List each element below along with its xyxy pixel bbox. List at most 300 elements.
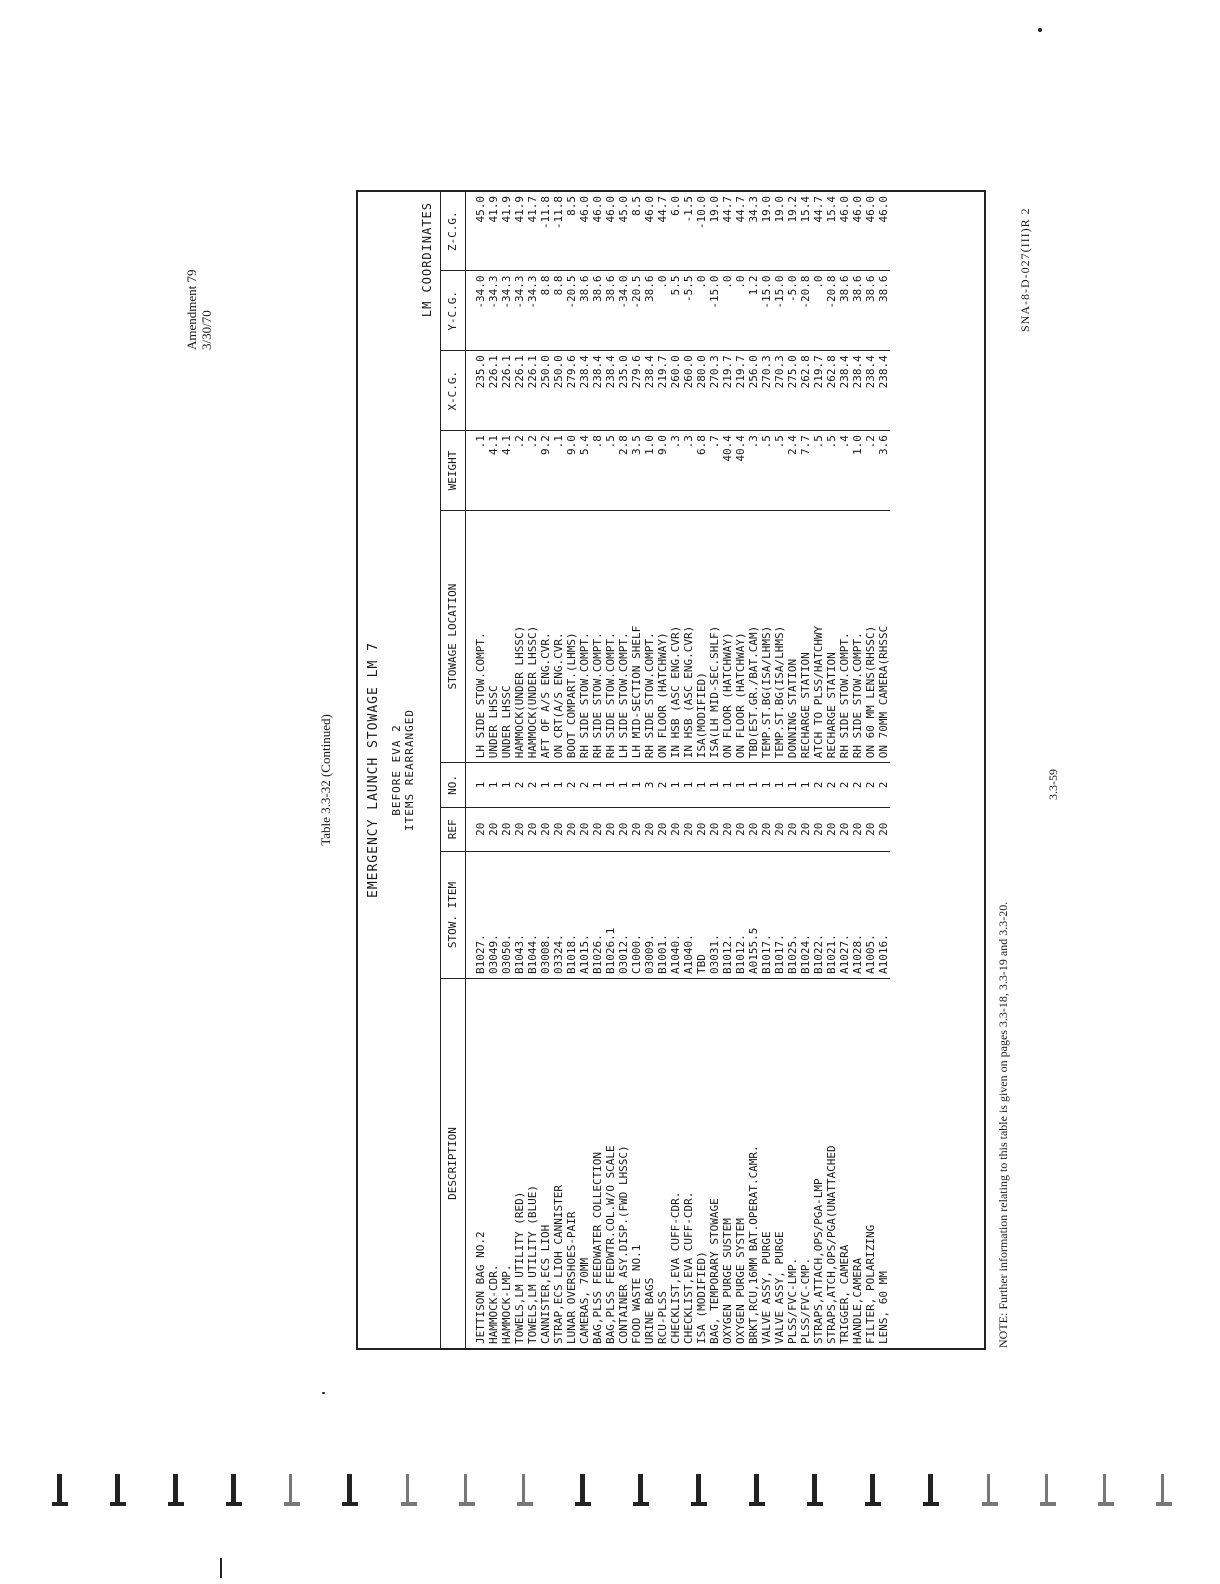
table-cell: B1027.	[466, 851, 488, 978]
table-cell: LH SIDE STOW.COMPT.	[466, 510, 488, 762]
column-header: X-C.G.	[440, 351, 466, 431]
table-cell: 1	[604, 763, 617, 807]
table-cell: 4.1	[487, 431, 500, 511]
table-cell: FILTER, POLARIZING	[864, 978, 877, 1348]
table-cell: 20	[669, 807, 682, 851]
table-cell: 20	[539, 807, 552, 851]
table-cell: 2	[578, 763, 591, 807]
table-cell: 1	[773, 763, 786, 807]
table-cell: .8	[591, 431, 604, 511]
table-row	[487, 192, 500, 1348]
table-cell: 15.4	[825, 196, 838, 223]
amendment-line: Amendment 79	[184, 269, 199, 350]
table-row	[539, 192, 552, 1348]
table-cell: 1	[760, 763, 773, 807]
table-cell: OXYGEN PURGE SYSTEM	[734, 978, 747, 1348]
table-cell: -34.0	[466, 271, 488, 351]
table-cell: 38.6	[578, 271, 591, 351]
table-cell: 238.4	[643, 351, 656, 431]
table-cell: 20	[695, 807, 708, 851]
table-cell: ISA(MODIFIED)	[695, 510, 708, 762]
table-cell: 41.9	[513, 196, 526, 223]
table-cell: 1	[466, 763, 488, 807]
table-cell: 1	[617, 763, 630, 807]
edge-mark	[52, 1472, 68, 1506]
table-cell: AFT OF A/S ENG.CVR.	[539, 510, 552, 762]
table-cell: B1025.	[786, 851, 799, 978]
table-cell: 2	[864, 763, 877, 807]
table-cell: .3	[682, 431, 695, 511]
table-cell: -34.3	[526, 271, 539, 351]
edge-mark	[923, 1472, 939, 1506]
table-cell: 1	[721, 763, 734, 807]
table-cell: -34.0	[617, 271, 630, 351]
table-cell: 262.8	[799, 351, 812, 431]
table-cell: .1	[552, 431, 565, 511]
table-cell: 6.0	[669, 196, 682, 216]
table-cell: 46.0	[838, 196, 851, 223]
table-cell: 03031.	[708, 851, 721, 978]
table-cell: CHECKLIST,EVA CUFF-CDR.	[682, 978, 695, 1348]
table-cell: 20	[825, 807, 838, 851]
table-cell: 279.6	[630, 351, 643, 431]
table-cell: 9.0	[656, 431, 669, 511]
table-cell: 46.0	[604, 196, 617, 223]
table-cell: 45.0	[474, 196, 487, 223]
edge-mark	[401, 1472, 417, 1506]
table-cell: CONTAINER ASY.DISP.(FWD LHSSC)	[617, 978, 630, 1348]
table-cell: 34.3	[747, 196, 760, 223]
table-cell: 226.1	[526, 351, 539, 431]
table-row	[578, 192, 591, 1348]
table-cell: -20.8	[799, 271, 812, 351]
table-cell: -20.8	[825, 271, 838, 351]
table-cell: 8.8	[539, 271, 552, 351]
table-row	[838, 192, 851, 1348]
table-cell: .5	[760, 431, 773, 511]
table-cell: A1016.	[877, 851, 890, 978]
edge-mark	[807, 1472, 823, 1506]
table-cell: RH SIDE STOW.COMPT.	[604, 510, 617, 762]
table-row	[466, 192, 488, 1348]
table-cell: B1017.	[760, 851, 773, 978]
table-cell: TBD	[695, 851, 708, 978]
table-cell: .1	[466, 431, 488, 511]
table-cell: 20	[617, 807, 630, 851]
page-number: 3.3-59	[1046, 769, 1060, 800]
table-row	[851, 192, 864, 1348]
table-cell: 1	[552, 763, 565, 807]
table-cell: 3	[643, 763, 656, 807]
table-cell: A1040.	[682, 851, 695, 978]
table-cell: 4.1	[500, 431, 513, 511]
edge-mark	[633, 1472, 649, 1506]
table-cell: 1	[500, 763, 513, 807]
table-cell: 8.8	[552, 271, 565, 351]
table-row	[643, 192, 656, 1348]
table-cell: 1.2	[747, 271, 760, 351]
column-header: STOWAGE LOCATION	[440, 510, 466, 762]
edge-mark	[575, 1472, 591, 1506]
table-cell: DONNING STATION	[786, 510, 799, 762]
table-cell: 2	[526, 763, 539, 807]
table-cell: STRAPS,ATTACH,OPS/PGA-LMP	[812, 978, 825, 1348]
table-cell: UNDER LHSSC	[500, 510, 513, 762]
table-cell: HANDLE,CAMERA	[851, 978, 864, 1348]
edge-mark	[284, 1472, 300, 1506]
table-cell: 238.4	[864, 351, 877, 431]
table-cell: 1	[682, 763, 695, 807]
table-cell: URINE BAGS	[643, 978, 656, 1348]
table-cell: ON CRT(A/S ENG.CVR.	[552, 510, 565, 762]
table-cell: CAMERAS, 70MM	[578, 978, 591, 1348]
table-cell: .0	[656, 271, 669, 351]
stowage-table-frame	[356, 190, 986, 1350]
table-cell: LENS, 60 MM	[877, 978, 890, 1348]
table-cell: -15.0	[773, 271, 786, 351]
lm-coordinates-label: LM COORDINATES	[420, 202, 434, 318]
table-cell: RH SIDE STOW.COMPT.	[591, 510, 604, 762]
table-cell: 1	[487, 763, 500, 807]
table-cell: 2	[656, 763, 669, 807]
table-header-block	[358, 192, 441, 1348]
amendment-block	[184, 269, 214, 350]
table-cell: 38.6	[643, 271, 656, 351]
table-cell: .0	[721, 271, 734, 351]
table-cell: 41.9	[487, 196, 500, 223]
table-cell: ISA (MODIFIED)	[695, 978, 708, 1348]
table-row	[565, 192, 578, 1348]
document-number: SNA-8-D-027(III)R 2	[1018, 207, 1032, 332]
table-row	[812, 192, 825, 1348]
table-cell: 1	[539, 763, 552, 807]
table-cell: 2	[565, 763, 578, 807]
table-cell: .2	[526, 431, 539, 511]
table-cell: 19.0	[773, 196, 786, 223]
table-cell: A1015.	[578, 851, 591, 978]
table-cell: 2	[513, 763, 526, 807]
table-cell: 20	[656, 807, 669, 851]
table-cell: B1021.	[825, 851, 838, 978]
table-cell: LH SIDE STOW.COMPT.	[617, 510, 630, 762]
table-cell: 8.5	[630, 196, 643, 216]
table-row	[656, 192, 669, 1348]
table-cell: .5	[825, 431, 838, 511]
table-cell: RH SIDE STOW.COMPT.	[578, 510, 591, 762]
column-header: STOW. ITEM	[440, 851, 466, 978]
table-cell: 20	[773, 807, 786, 851]
table-cell: 1	[669, 763, 682, 807]
table-cell: -5.5	[682, 271, 695, 351]
table-cell: 19.0	[708, 196, 721, 223]
table-cell: .2	[864, 431, 877, 511]
table-cell: -11.8	[552, 196, 565, 230]
table-cell: ON FLOOR (HATCHWAY)	[734, 510, 747, 762]
table-cell: 219.7	[812, 351, 825, 431]
table-cell: RECHARGE STATION	[825, 510, 838, 762]
table-cell: RCU-PLSS	[656, 978, 669, 1348]
table-cell: .5	[773, 431, 786, 511]
table-cell: 20	[643, 807, 656, 851]
table-cell: 256.0	[747, 351, 760, 431]
table-row	[617, 192, 630, 1348]
table-row	[760, 192, 773, 1348]
table-cell: 1.0	[851, 431, 864, 511]
table-row	[773, 192, 786, 1348]
table-cell: 1	[734, 763, 747, 807]
table-cell: 9.0	[565, 431, 578, 511]
table-cell: IN HSB (ASC ENG.CVR)	[682, 510, 695, 762]
table-cell: -15.0	[760, 271, 773, 351]
table-row	[799, 192, 812, 1348]
table-cell: 20	[812, 807, 825, 851]
edge-mark	[168, 1472, 184, 1506]
table-cell: 238.4	[591, 351, 604, 431]
table-cell: A1005.	[864, 851, 877, 978]
table-cell: C1000.	[630, 851, 643, 978]
column-header: NO.	[440, 763, 466, 807]
table-cell: 3.6	[877, 431, 890, 511]
table-cell: CANNISTER,ECS LIOH	[539, 978, 552, 1348]
edge-mark	[1098, 1472, 1114, 1506]
table-cell: 44.7	[734, 196, 747, 223]
table-cell: TRIGGER, CAMERA	[838, 978, 851, 1348]
column-header-row	[440, 192, 466, 1348]
subheading-line-1: BEFORE EVA 2	[390, 724, 403, 816]
edge-mark	[1156, 1472, 1172, 1506]
table-cell: CHECKLIST,EVA CUFF-CDR.	[669, 978, 682, 1348]
film-edge-marks	[52, 1472, 1172, 1522]
table-cell: 38.6	[877, 271, 890, 351]
table-heading: EMERGENCY LAUNCH STOWAGE LM 7	[366, 642, 381, 898]
table-cell: RH SIDE STOW.COMPT.	[838, 510, 851, 762]
table-cell: 38.6	[851, 271, 864, 351]
table-cell: VALVE ASSY, PURGE	[773, 978, 786, 1348]
table-cell: 20	[565, 807, 578, 851]
table-cell: 20	[838, 807, 851, 851]
table-cell: 03008.	[539, 851, 552, 978]
table-cell: TOWELS,LM UTILITY (BLUE)	[526, 978, 539, 1348]
table-row	[552, 192, 565, 1348]
table-cell: ON FLOOR (HATCHWAY)	[721, 510, 734, 762]
table-cell: 20	[682, 807, 695, 851]
column-header: REF	[440, 807, 466, 851]
table-cell: 270.3	[708, 351, 721, 431]
table-cell: .0	[812, 271, 825, 351]
edge-mark	[517, 1472, 533, 1506]
table-cell: 20	[604, 807, 617, 851]
table-cell: PLSS/FVC-CMP.	[799, 978, 812, 1348]
table-row	[864, 192, 877, 1348]
table-cell: 9.2	[539, 431, 552, 511]
table-cell: TEMP.ST.BG(ISA/LHMS)	[760, 510, 773, 762]
table-cell: 2	[851, 763, 864, 807]
table-cell: 20	[513, 807, 526, 851]
table-cell: 46.0	[591, 196, 604, 223]
table-cell: 270.3	[773, 351, 786, 431]
table-cell: -20.5	[565, 271, 578, 351]
column-header: Z-C.G.	[440, 192, 466, 271]
table-cell: 1	[695, 763, 708, 807]
table-cell: 260.0	[682, 351, 695, 431]
table-cell: 226.1	[500, 351, 513, 431]
table-cell: 2	[825, 763, 838, 807]
table-cell: 20	[591, 807, 604, 851]
table-cell: BAG,PLSS FEEDWATER COLLECTION	[591, 978, 604, 1348]
table-cell: 46.0	[877, 196, 890, 223]
table-cell: 20	[466, 807, 488, 851]
table-cell: 40.4	[721, 431, 734, 511]
table-cell: 3.5	[630, 431, 643, 511]
table-cell: 15.4	[799, 196, 812, 223]
table-cell: 5.5	[669, 271, 682, 351]
table-cell: 238.4	[604, 351, 617, 431]
table-cell: TOWELS,LM UTILITY (RED)	[513, 978, 526, 1348]
table-cell: B1022.	[812, 851, 825, 978]
table-cell: 219.7	[734, 351, 747, 431]
table-cell: BAG,PLSS FEEDWTR.COL.W/O SCALE	[604, 978, 617, 1348]
table-cell: 1	[708, 763, 721, 807]
table-row	[708, 192, 721, 1348]
table-title: Table 3.3-32 (Continued)	[318, 714, 333, 846]
table-cell: 44.7	[721, 196, 734, 223]
table-cell: 38.6	[838, 271, 851, 351]
table-cell: 20	[721, 807, 734, 851]
table-cell: 280.0	[695, 351, 708, 431]
edge-mark	[691, 1472, 707, 1506]
table-cell: 226.1	[487, 351, 500, 431]
table-cell: RH SIDE STOW.COMPT.	[643, 510, 656, 762]
table-row	[825, 192, 838, 1348]
table-cell: B1043.	[513, 851, 526, 978]
table-cell: OXYGEN PURGE SUSTEM	[721, 978, 734, 1348]
table-row	[786, 192, 799, 1348]
table-cell: 6.8	[695, 431, 708, 511]
table-cell: 270.3	[760, 351, 773, 431]
table-cell: JETTISON BAG NO.2	[466, 978, 488, 1348]
edge-mark	[226, 1472, 242, 1506]
table-note: NOTE: Further information relating to this table is given on pages 3.3-18, 3.3-19 and 3.3-20.	[996, 901, 1010, 1348]
table-cell: HAMMOCK-CDR.	[487, 978, 500, 1348]
table-cell: A0155.5	[747, 851, 760, 978]
table-cell: B1001.	[656, 851, 669, 978]
table-cell: 46.0	[643, 196, 656, 223]
edge-mark	[342, 1472, 358, 1506]
table-row	[747, 192, 760, 1348]
table-row	[500, 192, 513, 1348]
table-cell: 262.8	[825, 351, 838, 431]
table-cell: B1012.	[734, 851, 747, 978]
table-cell: 20	[851, 807, 864, 851]
table-row	[591, 192, 604, 1348]
table-cell: 238.4	[578, 351, 591, 431]
table-row	[682, 192, 695, 1348]
table-cell: 1	[630, 763, 643, 807]
table-cell: 2.8	[617, 431, 630, 511]
table-cell: 20	[760, 807, 773, 851]
table-cell: 279.6	[565, 351, 578, 431]
table-row	[721, 192, 734, 1348]
table-cell: -34.3	[487, 271, 500, 351]
table-cell: ATCH TO PLSS/HATCHWY	[812, 510, 825, 762]
edge-mark	[110, 1472, 126, 1506]
table-cell: 20	[552, 807, 565, 851]
table-cell: .5	[604, 431, 617, 511]
table-row	[526, 192, 539, 1348]
column-header: DESCRIPTION	[440, 978, 466, 1348]
table-cell: LH MID-SECTION SHELF	[630, 510, 643, 762]
table-cell: ON 70MM CAMERA(RHSSC	[877, 510, 890, 762]
table-body	[466, 192, 891, 1348]
table-cell: 2	[877, 763, 890, 807]
table-cell: 38.6	[864, 271, 877, 351]
amendment-date: 3/30/70	[199, 310, 214, 350]
table-cell: 20	[487, 807, 500, 851]
table-cell: 20	[578, 807, 591, 851]
edge-mark	[1040, 1472, 1056, 1506]
table-row	[734, 192, 747, 1348]
table-cell: 20	[630, 807, 643, 851]
table-cell: 38.6	[591, 271, 604, 351]
edge-mark	[982, 1472, 998, 1506]
table-cell: 20	[786, 807, 799, 851]
table-cell: -10.0	[695, 196, 708, 230]
table-cell: -1.5	[682, 196, 695, 223]
table-cell: 260.0	[669, 351, 682, 431]
table-row	[604, 192, 617, 1348]
table-cell: 20	[734, 807, 747, 851]
table-cell: 20	[500, 807, 513, 851]
table-cell: 20	[708, 807, 721, 851]
table-cell: 20	[864, 807, 877, 851]
table-cell: .5	[812, 431, 825, 511]
table-cell: 1	[799, 763, 812, 807]
table-cell: 7.7	[799, 431, 812, 511]
table-cell: 226.1	[513, 351, 526, 431]
table-cell: 46.0	[864, 196, 877, 223]
table-cell: 40.4	[734, 431, 747, 511]
table-cell: 250.0	[552, 351, 565, 431]
table-cell: -34.3	[500, 271, 513, 351]
table-cell: 41.7	[526, 196, 539, 223]
table-cell: -5.0	[786, 271, 799, 351]
table-cell: A1040.	[669, 851, 682, 978]
table-cell: A1028.	[851, 851, 864, 978]
table-cell: 20	[747, 807, 760, 851]
table-cell: B1024.	[799, 851, 812, 978]
table-cell: 8.5	[565, 196, 578, 216]
table-cell: 1	[747, 763, 760, 807]
table-cell: IN HSB (ASC ENG.CVR)	[669, 510, 682, 762]
table-cell: B1026.1	[604, 851, 617, 978]
subheading-line-2: ITEMS REARRANGED	[403, 709, 416, 831]
table-row	[669, 192, 682, 1348]
table-cell: .2	[513, 431, 526, 511]
table-cell: 20	[526, 807, 539, 851]
table-cell: .0	[734, 271, 747, 351]
rotated-page	[170, 120, 1060, 1440]
table-cell: 2.4	[786, 431, 799, 511]
table-cell: 44.7	[812, 196, 825, 223]
edge-mark	[865, 1472, 881, 1506]
table-cell: 250.0	[539, 351, 552, 431]
table-cell: 2	[838, 763, 851, 807]
table-cell: B1017.	[773, 851, 786, 978]
table-cell: 03050.	[500, 851, 513, 978]
table-cell: -11.8	[539, 196, 552, 230]
column-header: Y-C.G.	[440, 271, 466, 351]
edge-mark	[459, 1472, 475, 1506]
